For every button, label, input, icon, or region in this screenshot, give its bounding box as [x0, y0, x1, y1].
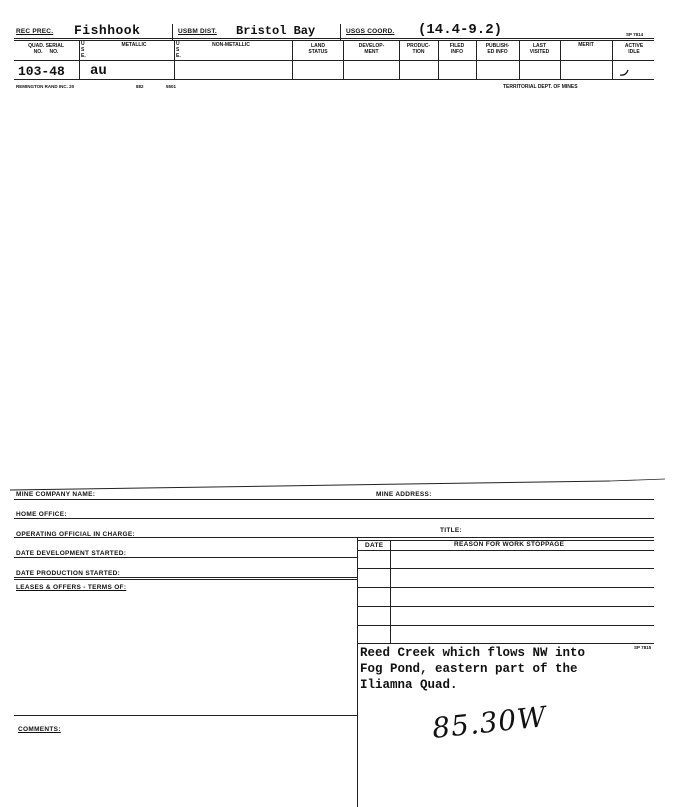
stoppage-reason-header: REASON FOR WORK STOPPAGE [454, 541, 565, 548]
col-filed-info: FILED INFO [449, 43, 465, 55]
remarks-text [360, 645, 585, 693]
record-metallic: au [90, 63, 107, 79]
rec-prec-label: REC PREC. [16, 28, 54, 35]
usbm-dist-label: USBM DIST. [178, 28, 217, 35]
col-use-metallic: U S E. [81, 41, 86, 59]
date-production-label: DATE PRODUCTION STARTED: [16, 570, 121, 577]
remarks-line-1: Reed Creek which flows NW into [360, 646, 586, 660]
mine-company-name-label: MINE COMPANY NAME: [16, 491, 96, 498]
printer-code-1: 882 [136, 84, 144, 89]
handwritten-note: 85.30W [430, 700, 549, 745]
usgs-coord-value: (14.4-9.2) [418, 22, 503, 38]
comments-label: COMMENTS: [18, 726, 61, 733]
form-number-2: SP 7815 [634, 645, 652, 650]
title-label: TITLE: [440, 527, 463, 534]
col-last-visited: LAST VISITED [529, 43, 550, 55]
remarks-line-2: Fog Pond, eastern part of the [360, 662, 578, 676]
leases-label: LEASES & OFFERS - TERMS OF: [16, 584, 127, 591]
col-development: DEVELOP- MENT [358, 43, 385, 55]
printer-code-2: 5501 [166, 84, 177, 89]
remarks-line-3: Iliamna Quad. [360, 678, 458, 692]
department: TERRITORIAL DEPT. OF MINES [503, 84, 578, 90]
col-quad-serial: QUAD. SERIAL NO. NO. [28, 43, 64, 55]
col-metallic: METALLIC [121, 42, 147, 48]
mine-address-label: MINE ADDRESS: [376, 491, 432, 498]
record-quad-serial: 103-48 [18, 64, 65, 79]
usgs-coord-label: USGS COORD. [346, 28, 395, 35]
col-published-info: PUBLISH- ED INFO [485, 43, 510, 55]
operating-official-label: OPERATING OFFICIAL IN CHARGE: [16, 531, 135, 538]
col-nonmetallic: NON-METALLIC [212, 42, 250, 48]
col-merit: MERIT [578, 42, 594, 48]
rec-prec-value: Fishhook [74, 23, 141, 38]
col-production: PRODUC- TION [406, 43, 431, 55]
check-mark-icon [618, 64, 632, 78]
col-active-idle: ACTIVE IDLE [624, 43, 644, 55]
form-top-border [10, 472, 670, 492]
printer-mark: REMINGTON RAND INC. 20 [16, 84, 75, 89]
home-office-label: HOME OFFICE: [16, 511, 67, 518]
stoppage-date-header: DATE [365, 542, 384, 549]
form-number: SP 7814 [626, 32, 644, 37]
col-use-nonmetallic: U S E. [176, 41, 181, 59]
date-development-label: DATE DEVELOPMENT STARTED: [16, 550, 127, 557]
col-land-status: LAND STATUS [308, 43, 328, 55]
usbm-dist-value: Bristol Bay [236, 24, 316, 38]
